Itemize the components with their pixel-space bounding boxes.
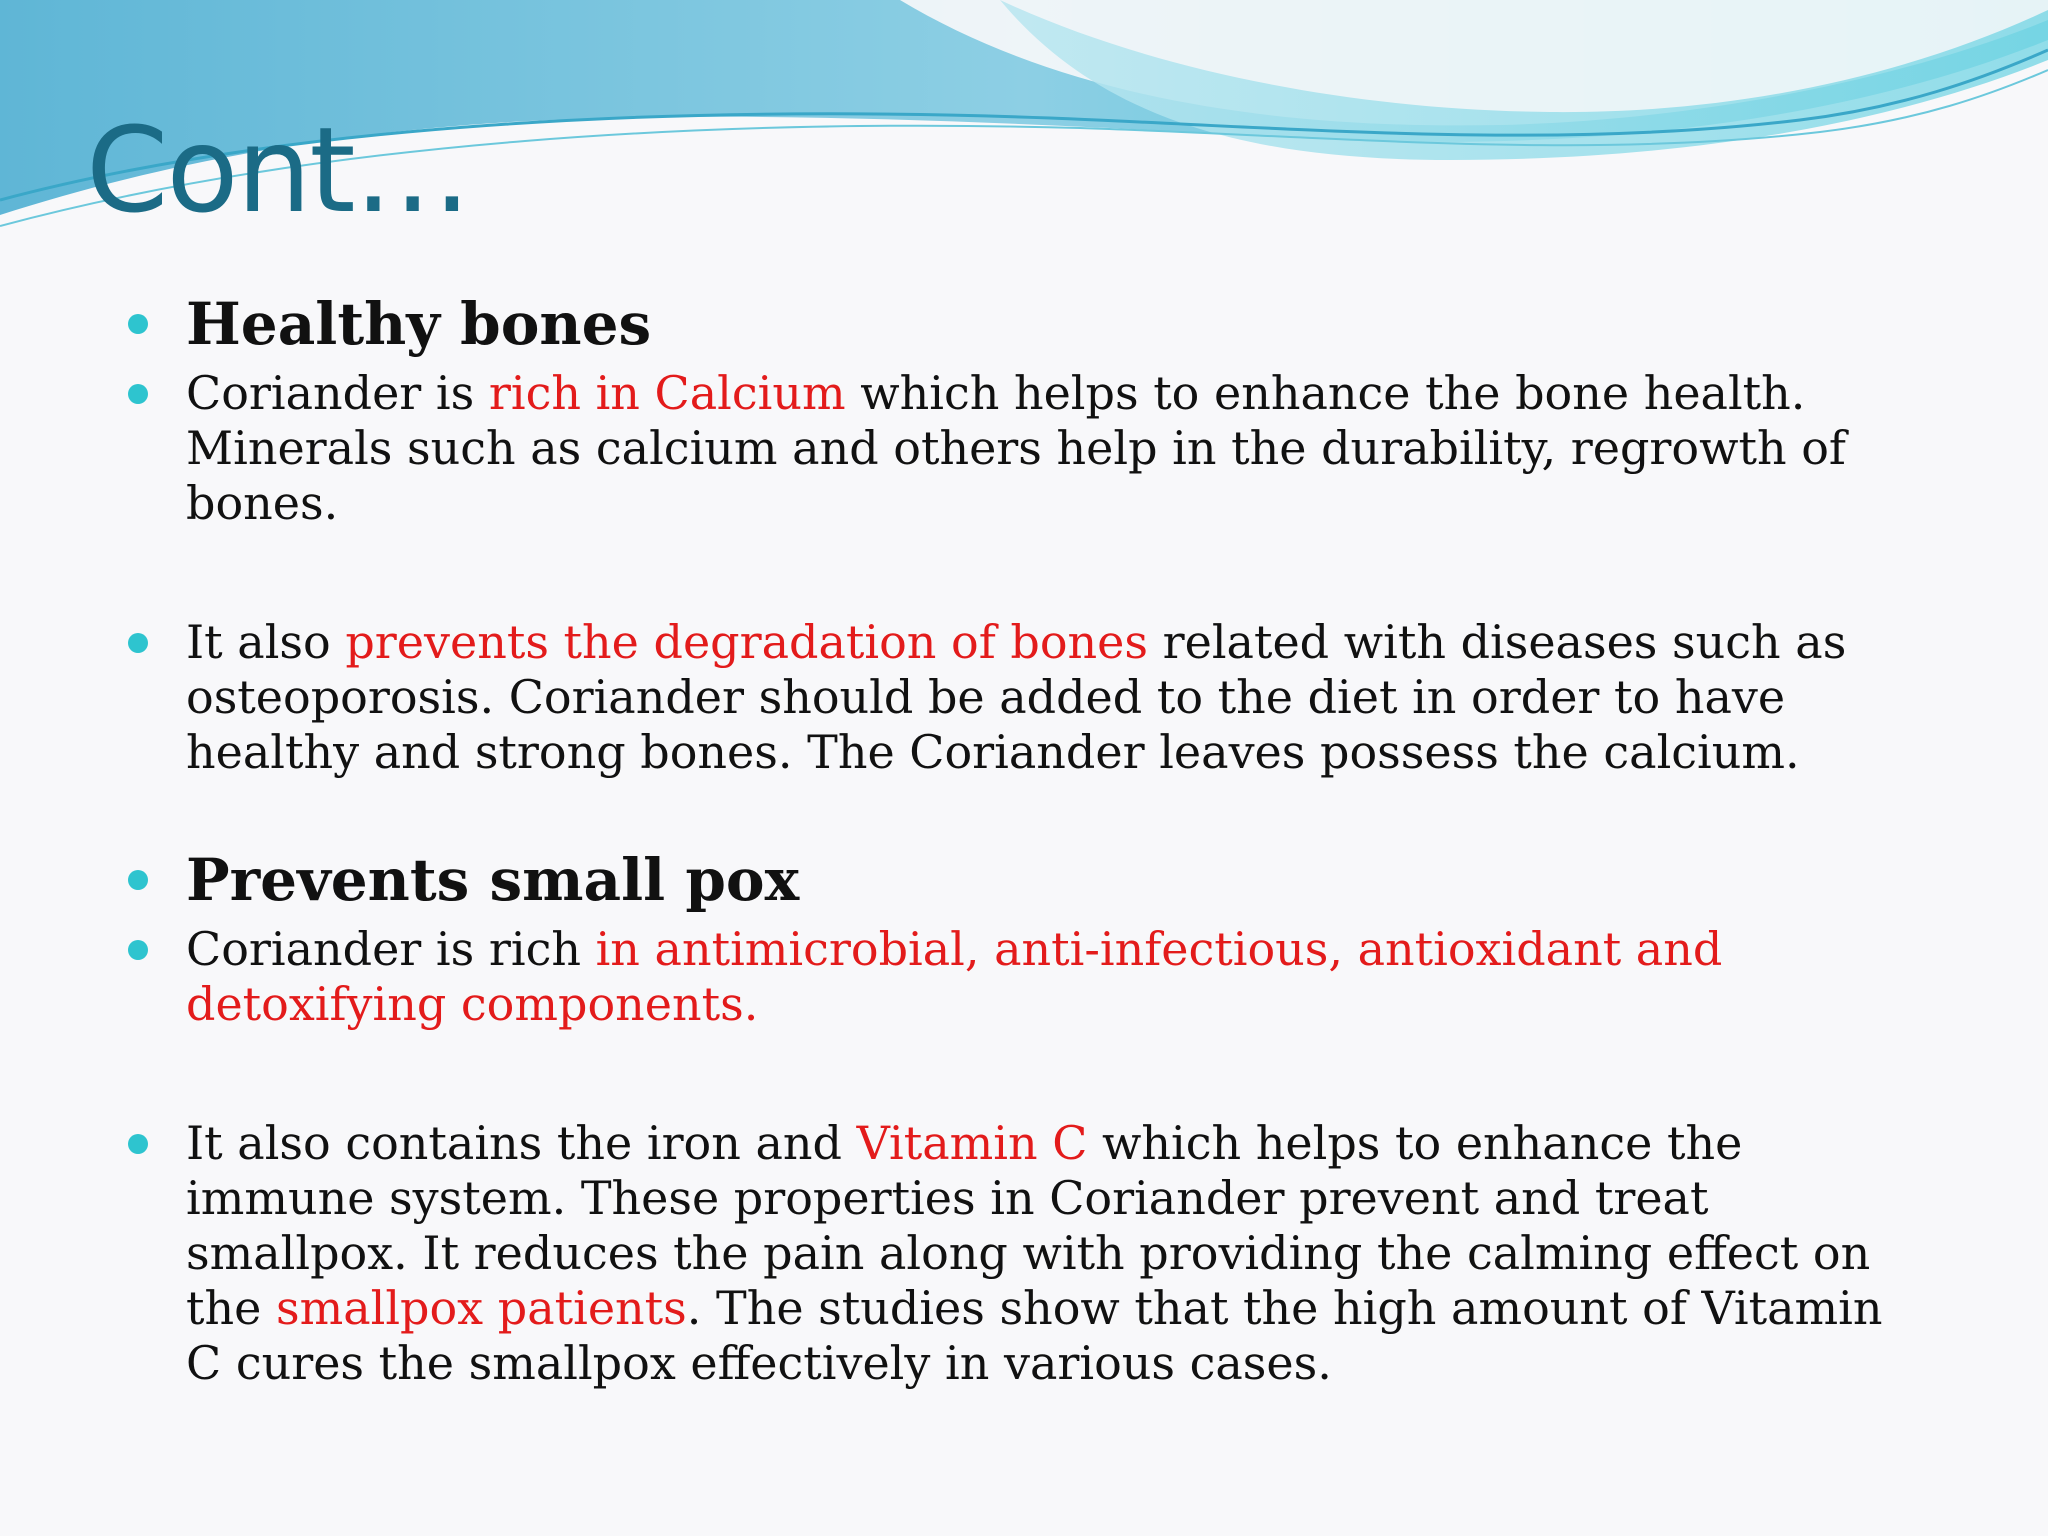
bullet-icon bbox=[128, 633, 148, 653]
bullet-icon bbox=[128, 384, 148, 404]
body-text: which helps to enhance the immune system. These properties in Coriander prevent and treat smallpox. It reduces the pain along with providing the calming effect on the bbox=[186, 1116, 1871, 1335]
heading-text: Prevents small pox bbox=[186, 846, 800, 914]
section-heading-small-pox bbox=[128, 846, 1928, 914]
bullet-icon bbox=[128, 314, 148, 334]
list-item-antimicrobial bbox=[128, 922, 1928, 1032]
body-text: . The studies show that the high amount of Vitamin C cures the smallpox effectively in various cases. bbox=[186, 1281, 1883, 1390]
body-text: It also contains the iron and bbox=[186, 1116, 857, 1170]
highlight-text: prevents the degradation of bones bbox=[345, 615, 1148, 669]
highlight-text: in antimicrobial, anti-infectious, antioxidant and detoxifying components. bbox=[186, 922, 1723, 1031]
body-text: which helps to enhance the bone health. Minerals such as calcium and others help in the durability, regrowth of bones. bbox=[186, 366, 1846, 530]
highlight-text: rich in Calcium bbox=[488, 366, 846, 420]
bullet-icon bbox=[128, 940, 148, 960]
heading-text: Healthy bones bbox=[186, 290, 652, 358]
bullet-list bbox=[128, 290, 1928, 1391]
body-text: related with diseases such as osteoporosis. Coriander should be added to the diet in order to have healthy and strong bones. The Coriander leaves possess the calcium. bbox=[186, 615, 1847, 779]
body-text: It also bbox=[186, 615, 346, 669]
body-text: Coriander is rich bbox=[186, 922, 596, 976]
list-item-vitamin-c bbox=[128, 1116, 1928, 1391]
list-item-osteoporosis bbox=[128, 615, 1928, 780]
highlight-text: smallpox patients bbox=[275, 1281, 687, 1335]
body-text: Coriander is bbox=[186, 366, 489, 420]
slide-title: Cont… bbox=[86, 101, 470, 239]
section-heading-healthy-bones bbox=[128, 290, 1928, 358]
highlight-text: Vitamin C bbox=[856, 1116, 1088, 1170]
bullet-icon bbox=[128, 1134, 148, 1154]
list-item-calcium bbox=[128, 366, 1928, 531]
bullet-icon bbox=[128, 870, 148, 890]
